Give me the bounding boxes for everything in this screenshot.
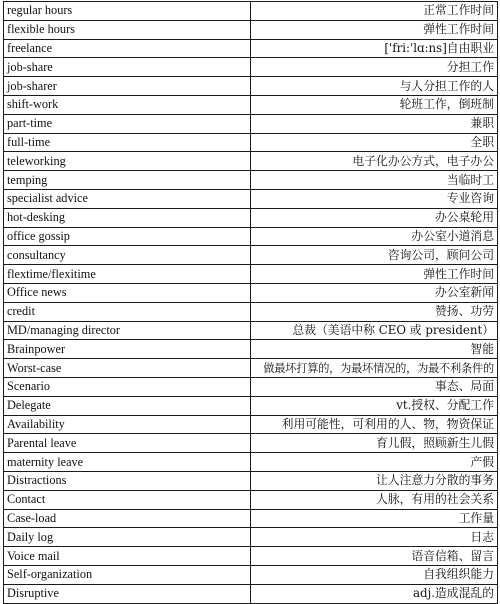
term-cell: job-share <box>4 58 251 77</box>
meaning-cell: 利用可能性，可利用的人、物，物资保证 <box>251 415 498 434</box>
table-row <box>4 265 498 284</box>
vocabulary-table-body <box>4 2 498 604</box>
table-row <box>4 302 498 321</box>
term-cell: Scenario <box>4 377 251 396</box>
meaning-cell: 弹性工作时间 <box>251 265 498 284</box>
term-cell: flextime/flexitime <box>4 265 251 284</box>
meaning-cell: 全职 <box>251 133 498 152</box>
table-row <box>4 490 498 509</box>
meaning-cell: 产假 <box>251 453 498 472</box>
table-row <box>4 453 498 472</box>
term-cell: freelance <box>4 39 251 58</box>
meaning-cell: 让人注意力分散的事务 <box>251 471 498 490</box>
meaning-cell: 办公桌轮用 <box>251 208 498 227</box>
term-cell: regular hours <box>4 2 251 21</box>
term-cell: maternity leave <box>4 453 251 472</box>
term-cell: part-time <box>4 114 251 133</box>
table-row <box>4 547 498 566</box>
term-cell: Office news <box>4 283 251 302</box>
term-cell: Contact <box>4 490 251 509</box>
table-row <box>4 340 498 359</box>
table-row <box>4 171 498 190</box>
table-row <box>4 584 498 603</box>
table-row <box>4 114 498 133</box>
term-cell: full-time <box>4 133 251 152</box>
term-cell: Brainpower <box>4 340 251 359</box>
term-cell: Voice mail <box>4 547 251 566</box>
meaning-cell: 事态、局面 <box>251 377 498 396</box>
term-cell: Self-organization <box>4 565 251 584</box>
table-row <box>4 189 498 208</box>
term-cell: Parental leave <box>4 434 251 453</box>
meaning-cell: 工作量 <box>251 509 498 528</box>
term-cell: Distractions <box>4 471 251 490</box>
meaning-cell: 育儿假，照顾新生儿假 <box>251 434 498 453</box>
table-row <box>4 565 498 584</box>
meaning-cell: 做最坏打算的，为最坏情况的，为最不利条件的 <box>251 359 498 378</box>
table-row <box>4 415 498 434</box>
term-cell: job-sharer <box>4 77 251 96</box>
table-row <box>4 246 498 265</box>
table-row <box>4 2 498 21</box>
term-cell: office gossip <box>4 227 251 246</box>
meaning-cell: 办公室新闻 <box>251 283 498 302</box>
term-cell: Worst-case <box>4 359 251 378</box>
table-row <box>4 396 498 415</box>
table-row <box>4 20 498 39</box>
table-row <box>4 377 498 396</box>
meaning-cell: 分担工作 <box>251 58 498 77</box>
meaning-cell: 轮班工作，倒班制 <box>251 95 498 114</box>
meaning-cell: 专业咨询 <box>251 189 498 208</box>
meaning-cell: 日志 <box>251 528 498 547</box>
table-row <box>4 208 498 227</box>
table-row <box>4 528 498 547</box>
meaning-cell: ['fri:'lɑ:ns]自由职业 <box>251 39 498 58</box>
meaning-cell: 办公室小道消息 <box>251 227 498 246</box>
table-row <box>4 133 498 152</box>
term-cell: MD/managing director <box>4 321 251 340</box>
term-cell: hot-desking <box>4 208 251 227</box>
table-row <box>4 77 498 96</box>
term-cell: Delegate <box>4 396 251 415</box>
meaning-cell: 智能 <box>251 340 498 359</box>
meaning-cell: 正常工作时间 <box>251 2 498 21</box>
meaning-cell: 当临时工 <box>251 171 498 190</box>
table-row <box>4 434 498 453</box>
table-row <box>4 39 498 58</box>
meaning-cell: 与人分担工作的人 <box>251 77 498 96</box>
meaning-cell: vt.授权、分配工作 <box>251 396 498 415</box>
table-row <box>4 227 498 246</box>
table-row <box>4 471 498 490</box>
table-row <box>4 152 498 171</box>
term-cell: temping <box>4 171 251 190</box>
table-row <box>4 283 498 302</box>
table-row <box>4 509 498 528</box>
meaning-cell: 弹性工作时间 <box>251 20 498 39</box>
vocabulary-table <box>3 1 498 604</box>
meaning-cell: 语音信箱、留言 <box>251 547 498 566</box>
term-cell: flexible hours <box>4 20 251 39</box>
term-cell: Disruptive <box>4 584 251 603</box>
meaning-cell: 电子化办公方式，电子办公 <box>251 152 498 171</box>
term-cell: teleworking <box>4 152 251 171</box>
term-cell: Case-load <box>4 509 251 528</box>
meaning-cell: 兼职 <box>251 114 498 133</box>
meaning-cell: 咨询公司，顾问公司 <box>251 246 498 265</box>
meaning-cell: 赞扬、功劳 <box>251 302 498 321</box>
term-cell: Availability <box>4 415 251 434</box>
table-row <box>4 58 498 77</box>
term-cell: specialist advice <box>4 189 251 208</box>
term-cell: credit <box>4 302 251 321</box>
meaning-cell: 人脉，有用的社会关系 <box>251 490 498 509</box>
term-cell: Daily log <box>4 528 251 547</box>
meaning-cell: 自我组织能力 <box>251 565 498 584</box>
term-cell: consultancy <box>4 246 251 265</box>
meaning-cell: adj.造成混乱的 <box>251 584 498 603</box>
meaning-cell: 总裁（美语中称 CEO 或 president） <box>251 321 498 340</box>
term-cell: shift-work <box>4 95 251 114</box>
table-row <box>4 321 498 340</box>
table-row <box>4 359 498 378</box>
table-row <box>4 95 498 114</box>
